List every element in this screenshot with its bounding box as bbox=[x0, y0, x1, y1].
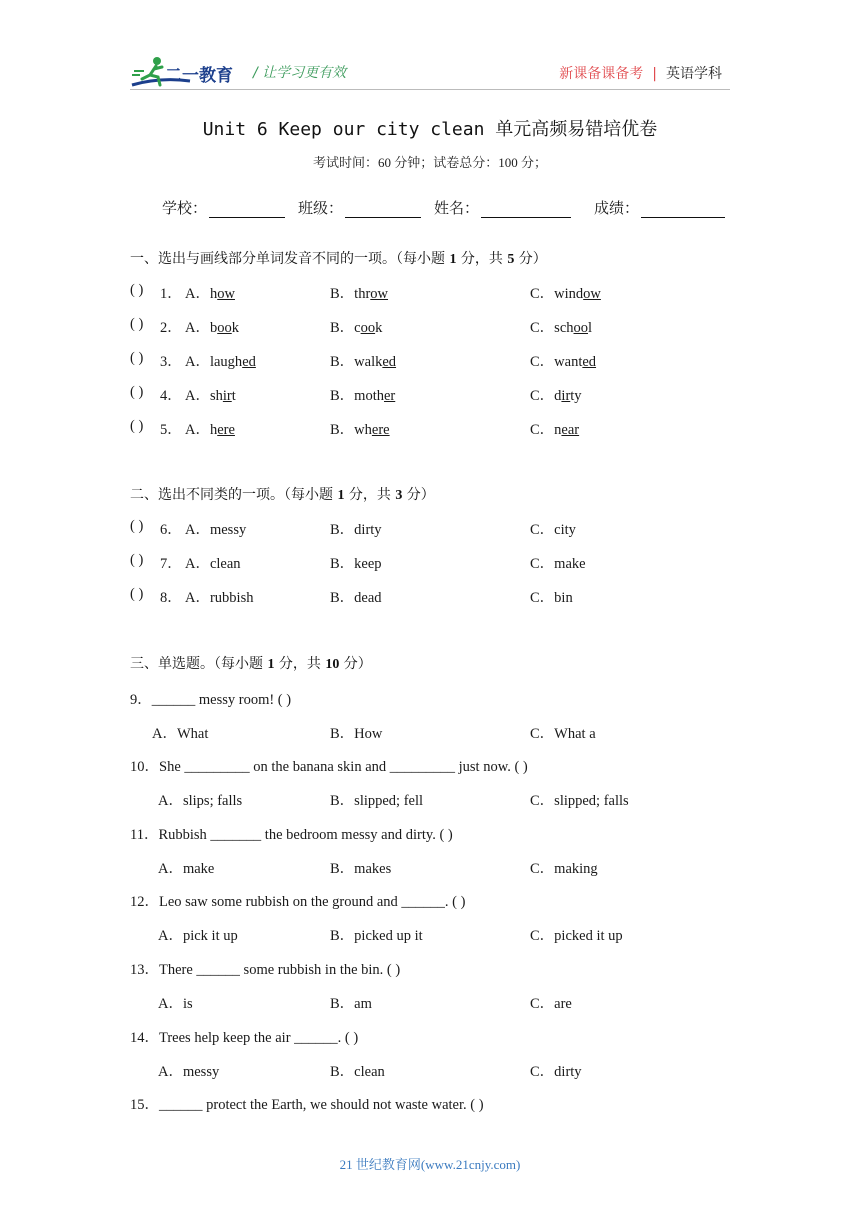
option-a: A．shirt bbox=[185, 388, 236, 404]
question-row bbox=[0, 586, 860, 608]
question-stem: 10．She _________ on the banana skin and _________ just now. ( ) bbox=[130, 759, 528, 775]
option-c: C．slipped; falls bbox=[530, 793, 629, 809]
underlined-letters: ed bbox=[242, 354, 256, 370]
option-c: C．What a bbox=[530, 726, 596, 742]
answer-paren: ( ) bbox=[130, 282, 144, 298]
question-row bbox=[0, 384, 860, 406]
question-number: 3． bbox=[160, 354, 182, 370]
option-c: C．city bbox=[530, 522, 576, 538]
answer-paren: ( ) bbox=[130, 586, 144, 602]
page-footer: 21 世纪教育网(www.21cnjy.com) bbox=[339, 1157, 521, 1172]
header-right bbox=[559, 63, 722, 83]
question-stem: 11．Rubbish _______ the bedroom messy and dirty. ( ) bbox=[130, 827, 453, 843]
header-slogan: / 让学习更有效 bbox=[253, 65, 347, 81]
option-b: B．keep bbox=[330, 556, 382, 572]
option-b: B．dirty bbox=[330, 522, 382, 538]
underlined-letters: ed bbox=[582, 354, 597, 370]
option-c: C．window bbox=[530, 286, 601, 302]
option-b: B．picked up it bbox=[330, 928, 423, 944]
option-b: B．walked bbox=[330, 354, 397, 370]
answer-paren: ( ) bbox=[130, 552, 144, 568]
class-field: 班级： bbox=[298, 197, 421, 218]
option-a: A．clean bbox=[185, 556, 241, 572]
underlined-letters: ir bbox=[222, 388, 232, 404]
answer-paren: ( ) bbox=[130, 418, 144, 434]
option-b: B．How bbox=[330, 726, 383, 742]
question-number: 1． bbox=[160, 286, 182, 302]
option-b: B．makes bbox=[330, 861, 392, 877]
option-a: A．slips; falls bbox=[158, 793, 243, 809]
question-row bbox=[0, 350, 860, 372]
logo-text: 二一教育 bbox=[165, 66, 233, 86]
option-b: B．where bbox=[330, 422, 390, 438]
answer-paren: ( ) bbox=[130, 350, 144, 366]
section-2-title: 二、选出不同类的一项。（每小题 1 分，共 3 分） bbox=[130, 487, 435, 503]
question-number: 2． bbox=[160, 320, 182, 336]
question-stem: 15．______ protect the Earth, we should not waste water. ( ) bbox=[130, 1097, 484, 1113]
question-number: 4． bbox=[160, 388, 182, 404]
option-c: C．are bbox=[530, 996, 572, 1012]
header-subject: 英语学科 bbox=[666, 66, 722, 82]
question-stem: 9．______ messy room! ( ) bbox=[130, 692, 292, 708]
option-a: A．pick it up bbox=[158, 928, 238, 944]
option-c: C．near bbox=[530, 422, 580, 438]
option-b: B．cook bbox=[330, 320, 383, 336]
option-b: B．am bbox=[330, 996, 372, 1012]
score-field: 成绩： bbox=[594, 197, 725, 218]
option-a: A．how bbox=[185, 286, 235, 302]
underlined-letters: ere bbox=[371, 422, 390, 438]
underlined-letters: ed bbox=[382, 354, 397, 370]
option-a: A．rubbish bbox=[185, 590, 254, 606]
option-a: A．laughed bbox=[185, 354, 256, 370]
underlined-letters: ow bbox=[583, 286, 601, 302]
question-row bbox=[0, 552, 860, 574]
underlined-letters: ere bbox=[217, 422, 235, 438]
answer-paren: ( ) bbox=[130, 384, 144, 400]
header-divider bbox=[130, 89, 730, 90]
option-c: C．dirty bbox=[530, 388, 582, 404]
option-b: B．mother bbox=[330, 388, 396, 404]
option-a: A．messy bbox=[158, 1064, 220, 1080]
question-stem: 13．There ______ some rubbish in the bin. ( ) bbox=[130, 962, 401, 978]
question-stem: 14．Trees help keep the air ______. ( ) bbox=[130, 1030, 359, 1046]
question-row bbox=[0, 518, 860, 540]
section-3-title: 三、单选题。（每小题 1 分，共 10 分） bbox=[130, 656, 372, 672]
underlined-letters: ir bbox=[561, 388, 571, 404]
question-row bbox=[0, 418, 860, 440]
option-a: A．make bbox=[158, 861, 215, 877]
header-separator: | bbox=[652, 66, 657, 82]
page-header bbox=[0, 0, 860, 100]
option-b: B．clean bbox=[330, 1064, 385, 1080]
underlined-letters: oo bbox=[360, 320, 376, 336]
page-title: Unit 6 Keep our city clean 单元高频易错培优卷 bbox=[202, 119, 658, 140]
option-a: A．is bbox=[158, 996, 193, 1012]
question-stem: 12．Leo saw some rubbish on the ground and ______. ( ) bbox=[130, 894, 466, 910]
underlined-letters: oo bbox=[217, 320, 232, 336]
option-b: B．dead bbox=[330, 590, 382, 606]
underlined-letters: ow bbox=[217, 286, 235, 302]
header-label: 新课备课备考 bbox=[559, 66, 644, 82]
exam-info: 考试时间：60 分钟；试卷总分：100 分； bbox=[312, 155, 547, 170]
question-number: 7． bbox=[160, 556, 182, 572]
option-c: C．school bbox=[530, 320, 593, 336]
option-a: A．messy bbox=[185, 522, 247, 538]
question-number: 6． bbox=[160, 522, 182, 538]
name-field: 姓名： bbox=[434, 197, 571, 218]
option-b: B．throw bbox=[330, 286, 389, 302]
question-row bbox=[0, 316, 860, 338]
option-a: A．here bbox=[185, 422, 235, 438]
underlined-letters: oo bbox=[573, 320, 588, 336]
underlined-letters: er bbox=[383, 388, 396, 404]
section-1-title: 一、选出与画线部分单词发音不同的一项。（每小题 1 分，共 5 分） bbox=[130, 251, 547, 267]
option-c: C．wanted bbox=[530, 354, 597, 370]
underlined-letters: ow bbox=[370, 286, 389, 302]
question-row bbox=[0, 282, 860, 304]
option-b: B．slipped; fell bbox=[330, 793, 424, 809]
underlined-letters: ear bbox=[561, 422, 580, 438]
option-c: C．picked it up bbox=[530, 928, 623, 944]
option-c: C．make bbox=[530, 556, 586, 572]
option-a: A．What bbox=[152, 726, 209, 742]
question-number: 8． bbox=[160, 590, 182, 606]
option-a: A．book bbox=[185, 320, 239, 336]
option-c: C．bin bbox=[530, 590, 573, 606]
answer-paren: ( ) bbox=[130, 518, 144, 534]
option-c: C．making bbox=[530, 861, 598, 877]
question-number: 5． bbox=[160, 422, 182, 438]
answer-paren: ( ) bbox=[130, 316, 144, 332]
option-c: C．dirty bbox=[530, 1064, 582, 1080]
school-field: 学校： bbox=[162, 197, 285, 218]
